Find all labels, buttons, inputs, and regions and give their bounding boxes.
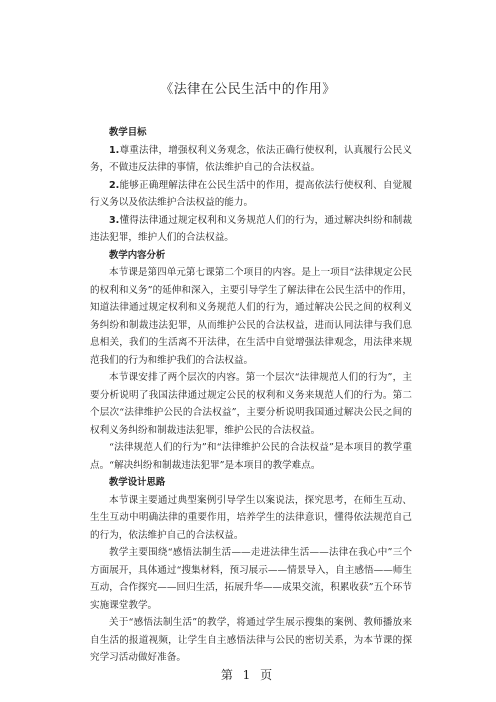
goal-text: 懂得法律通过规定权利和义务规范人们的行为，通过解决纠纷和制裁违法犯罪，维护人们的合法权益。 bbox=[90, 214, 412, 243]
goal-number: 3. bbox=[109, 214, 120, 226]
design-paragraph-1: 本节课主要通过典型案例引导学生以案说法，探究思考，在师生互动、生生互动中明确法律的重要作用，培养学生的法律意识，懂得依法规范自己的行为，依法维护自己的合法权益。 bbox=[90, 494, 412, 541]
document-body bbox=[90, 124, 412, 667]
goal-number: 2. bbox=[109, 179, 120, 191]
document-title: 《法律在公民生活中的作用》 bbox=[160, 82, 336, 97]
analysis-paragraph-1: 本节课是第四单元第七课第二个项目的内容。是上一项目“法律规定公民的权利和义务”的延伸和深入，主要引导学生了解法律在公民生活中的作用，知道法律通过规定权利和义务规范人们的行为，通过解决公民之间的权利义务纠纷和制裁违法犯罪，从而维护公民的合法权益，进而认同法律与我们息息相关，我们的生活离不开法律，在生活中自觉增强法律观念，用法律来规范我们的行为和维护我们的合法权益。 bbox=[90, 267, 412, 366]
page-number: 第 1 页 bbox=[220, 668, 276, 682]
goal-text: 尊重法律，增强权利义务观念，依法正确行使权利，认真履行公民义务，不做违反法律的事情，依法维护自己的合法权益。 bbox=[90, 144, 412, 173]
analysis-paragraph-3: “法律规范人们的行为”和“法律维护公民的合法权益”是本项目的教学重点。“解决纠纷和制裁违法犯罪”是本项目的教学难点。 bbox=[90, 442, 412, 471]
goal-item-1 bbox=[90, 142, 412, 177]
goal-number: 1. bbox=[109, 144, 120, 156]
section-heading-design-ideas: 教学设计思路 bbox=[109, 477, 166, 488]
analysis-paragraph-2: 本节课安排了两个层次的内容。第一个层次“法律规范人们的行为”，主要分析说明了我国法律通过规定公民的权利和义务来规范人们的行为。第二个层次“法律维护公民的合法权益”，主要分析说明我国通过解决公民之间的权利义务纠纷和制裁违法犯罪，维护公民的合法权益。 bbox=[90, 372, 412, 436]
section-heading-content-analysis: 教学内容分析 bbox=[109, 249, 166, 261]
design-paragraph-3: 关于“感悟法制生活”的教学，将通过学生展示搜集的案例、教师播放来自生活的报道视频，让学生自主感悟法律与公民的密切关系，为本节课的探究学习活动做好准备。 bbox=[90, 617, 412, 663]
section-heading-teaching-goals: 教学目标 bbox=[109, 127, 147, 138]
goal-item-2 bbox=[90, 177, 412, 212]
design-paragraph-2: 教学主要围绕“感悟法制生活——走进法律生活——法律在我心中”三个方面展开，具体通过“搜集材料，预习展示——情景导入，自主感悟——师生互动，合作探究——回归生活，拓展升华——成果交流，积累收获”五个环节实施课堂教学。 bbox=[90, 547, 412, 611]
goal-text: 能够正确理解法律在公民生活中的作用，提高依法行使权利、自觉履行义务以及依法维护合法权益的能力。 bbox=[90, 179, 412, 208]
goal-item-3 bbox=[90, 212, 412, 247]
